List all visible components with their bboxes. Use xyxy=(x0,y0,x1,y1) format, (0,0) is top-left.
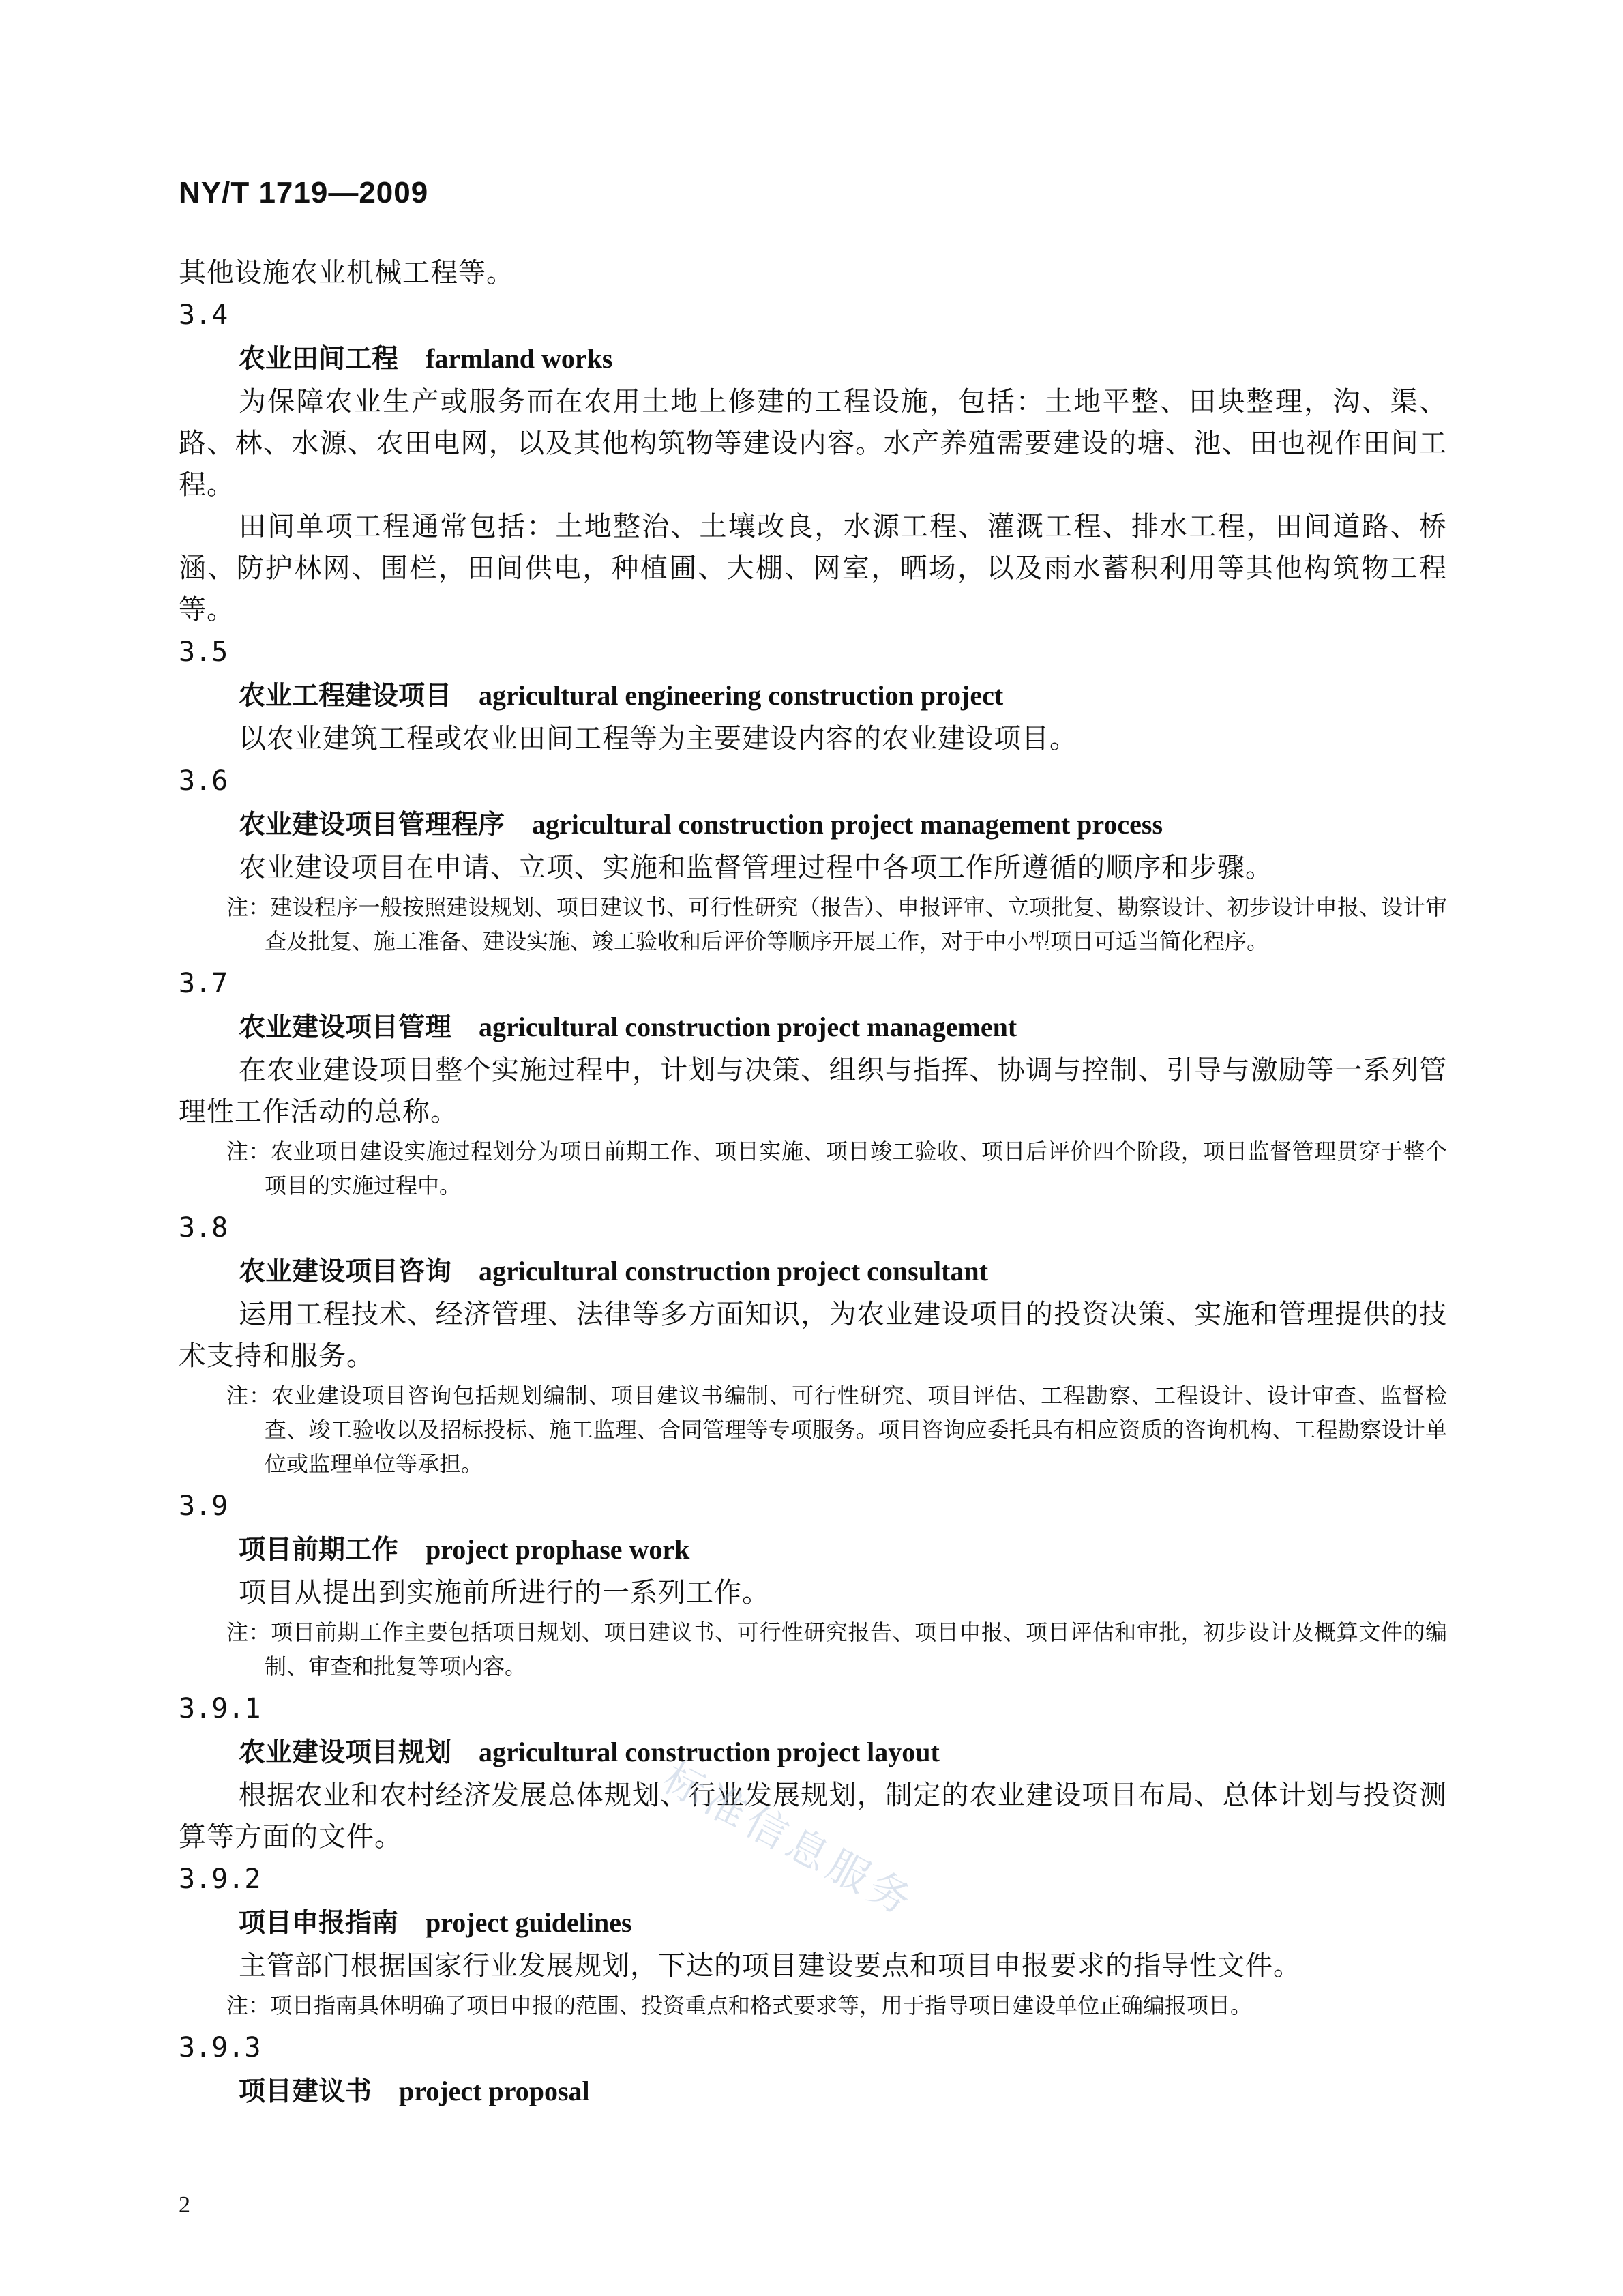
section-3-9-3 xyxy=(179,2027,1447,2114)
definition-paragraph: 在农业建设项目整个实施过程中，计划与决策、组织与指挥、协调与控制、引导与激励等一系列管理性工作活动的总称。 xyxy=(179,1055,1447,1128)
section-number: 3.7 xyxy=(179,968,228,999)
term-en: agricultural construction project management process xyxy=(532,809,1163,840)
term-heading xyxy=(179,1005,1447,1050)
term-en: agricultural construction project consultant xyxy=(479,1256,988,1286)
term-zh: 农业田间工程 xyxy=(239,343,399,374)
term-en: agricultural engineering construction project xyxy=(479,680,1004,711)
section-3-8 xyxy=(179,1207,1447,1481)
term-en: project proposal xyxy=(399,2076,590,2106)
section-3-4 xyxy=(179,294,1447,631)
term-en: farmland works xyxy=(426,343,613,374)
note: 注：项目前期工作主要包括项目规划、项目建议书、可行性研究报告、项目申报、项目评估和审批，初步设计及概算文件的编制、审查和批复等项内容。 xyxy=(226,1619,1447,1679)
term-en: agricultural construction project layout xyxy=(479,1737,940,1767)
definition-paragraph: 以农业建筑工程或农业田间工程等为主要建设内容的农业建设项目。 xyxy=(239,723,1077,754)
section-3-6 xyxy=(179,760,1447,958)
note: 注：项目指南具体明确了项目申报的范围、投资重点和格式要求等，用于指导项目建设单位正确编报项目。 xyxy=(226,1992,1253,2018)
term-zh: 农业建设项目规划 xyxy=(239,1737,452,1768)
section-number: 3.9.3 xyxy=(179,2032,261,2063)
note: 注：建设程序一般按照建设规划、项目建议书、可行性研究（报告）、申报评审、立项批复、勘察设计、初步设计申报、设计审查及批复、施工准备、建设实施、竣工验收和后评价等顺序开展工作，对于中小型项目可适当简化程序。 xyxy=(226,894,1447,954)
section-3-7 xyxy=(179,962,1447,1203)
page-number: 2 xyxy=(179,2192,190,2218)
term-zh: 农业工程建设项目 xyxy=(239,680,452,711)
term-zh: 农业建设项目咨询 xyxy=(239,1256,452,1287)
standard-code-header: NY/T 1719—2009 xyxy=(179,176,429,209)
term-heading xyxy=(179,1527,1447,1572)
definition-paragraph: 田间单项工程通常包括：土地整治、土壤改良，水源工程、灌溉工程、排水工程，田间道路、桥涵、防护林网、围栏，田间供电，种植圃、大棚、网室，晒场，以及雨水蓄积利用等其他构筑物工程等。 xyxy=(179,511,1447,625)
section-number: 3.9.2 xyxy=(179,1864,261,1895)
term-heading xyxy=(179,1730,1447,1775)
term-heading xyxy=(179,1900,1447,1945)
definition-paragraph: 农业建设项目在申请、立项、实施和监督管理过程中各项工作所遵循的顺序和步骤。 xyxy=(239,852,1273,883)
section-number: 3.9 xyxy=(179,1490,228,1522)
term-en: project prophase work xyxy=(426,1534,690,1565)
term-heading xyxy=(179,1249,1447,1294)
term-zh: 项目申报指南 xyxy=(239,1907,399,1939)
section-number: 3.9.1 xyxy=(179,1693,261,1724)
term-heading xyxy=(179,2069,1447,2114)
section-3-9-2 xyxy=(179,1858,1447,2022)
term-zh: 项目建议书 xyxy=(239,2076,372,2107)
note: 注：农业建设项目咨询包括规划编制、项目建议书编制、可行性研究、项目评估、工程勘察、工程设计、设计审查、监督检查、竣工验收以及招标投标、施工监理、合同管理等专项服务。项目咨询应委托具有相应资质的咨询机构、工程勘察设计单位或监理单位等承担。 xyxy=(226,1383,1447,1477)
term-zh: 农业建设项目管理程序 xyxy=(239,809,505,840)
term-zh: 农业建设项目管理 xyxy=(239,1012,452,1043)
term-heading xyxy=(179,336,1447,381)
watermark: 标准信息服务 xyxy=(655,1754,924,1927)
section-3-9 xyxy=(179,1485,1447,1683)
section-number: 3.8 xyxy=(179,1212,228,1243)
section-number: 3.6 xyxy=(179,765,228,797)
term-heading xyxy=(179,802,1447,847)
section-number: 3.5 xyxy=(179,636,228,668)
definition-paragraph: 项目从提出到实施前所进行的一系列工作。 xyxy=(239,1577,770,1608)
section-number: 3.4 xyxy=(179,299,228,331)
intro-line: 其他设施农业机械工程等。 xyxy=(179,257,514,289)
term-zh: 项目前期工作 xyxy=(239,1534,399,1565)
term-heading xyxy=(179,673,1447,718)
definition-paragraph: 根据农业和农村经济发展总体规划、行业发展规划，制定的农业建设项目布局、总体计划与投资测算等方面的文件。 xyxy=(179,1780,1447,1853)
definition-paragraph: 主管部门根据国家行业发展规划，下达的项目建设要点和项目申报要求的指导性文件。 xyxy=(239,1950,1301,1982)
section-3-5 xyxy=(179,631,1447,760)
note: 注：农业项目建设实施过程划分为项目前期工作、项目实施、项目竣工验收、项目后评价四个阶段，项目监督管理贯穿于整个项目的实施过程中。 xyxy=(226,1138,1447,1198)
term-en: project guidelines xyxy=(426,1907,632,1938)
definition-paragraph: 运用工程技术、经济管理、法律等多方面知识，为农业建设项目的投资决策、实施和管理提供的技术支持和服务。 xyxy=(179,1299,1447,1372)
term-en: agricultural construction project management xyxy=(479,1012,1017,1042)
definition-paragraph: 为保障农业生产或服务而在农用土地上修建的工程设施，包括：土地平整、田块整理，沟、渠、路、林、水源、农田电网，以及其他构筑物等建设内容。水产养殖需要建设的塘、池、田也视作田间工程。 xyxy=(179,386,1447,501)
